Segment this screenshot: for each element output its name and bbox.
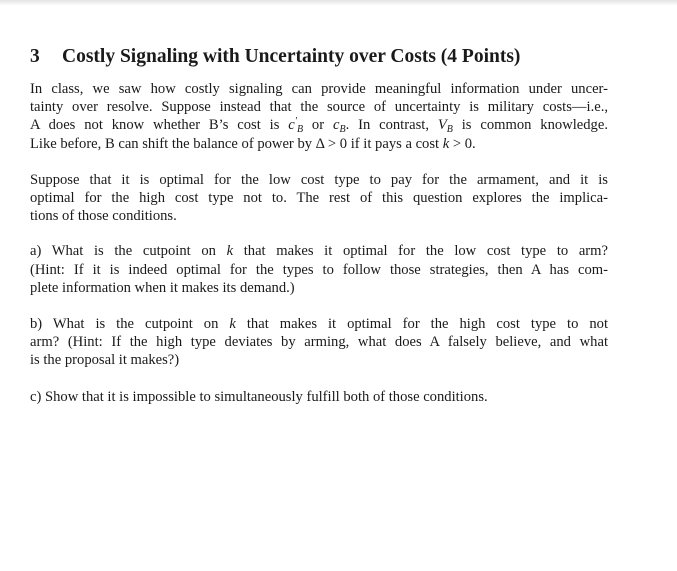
intro-line-2: tainty over resolve. Suppose instead that the source of uncertainty is military costs—i.e., <box>30 99 608 116</box>
math-subscript: B <box>446 124 453 136</box>
document-page <box>30 44 608 406</box>
question-text: a) What is the cutpoint on <box>30 243 227 260</box>
math-k: k <box>442 135 450 152</box>
intro-text: A does not know whether B’s cost is <box>30 117 289 134</box>
question-text: that makes it optimal for the low cost type to arm? <box>233 243 608 260</box>
math-c-prime <box>288 116 304 136</box>
question-a <box>30 242 608 297</box>
question-b-line-1 <box>30 315 608 333</box>
math-prime: ′ <box>294 116 297 128</box>
math-subscript: B <box>339 124 346 136</box>
section-number: 3 <box>30 46 40 67</box>
question-b <box>30 315 608 370</box>
question-b-line-2: arm? (Hint: If the high type deviates by arming, what does A falsely believe, and what <box>30 334 608 351</box>
intro-text: Like before, B can shift the balance of power by Δ > 0 if it pays a cost <box>30 135 443 152</box>
intro-text: . In contrast, <box>345 117 438 134</box>
question-text: b) What is the cutpoint on <box>30 316 230 333</box>
intro-line-3 <box>30 116 608 134</box>
question-b-line-3: is the proposal it makes?) <box>30 352 180 369</box>
math-k: k <box>229 316 236 333</box>
intro-paragraph <box>30 80 608 153</box>
top-shadow-bar <box>0 0 677 6</box>
intro-text: or <box>303 117 333 134</box>
setup-line-2: optimal for the high cost type not to. The rest of this question explores the implica- <box>30 190 608 207</box>
math-var: c <box>332 117 340 134</box>
intro-line-4 <box>30 135 608 153</box>
setup-line-1: Suppose that it is optimal for the low cost type to pay for the armament, and it is <box>30 171 608 188</box>
section-title: Costly Signaling with Uncertainty over Costs (4 Points) <box>62 46 521 67</box>
intro-line-1: In class, we saw how costly signaling can provide meaningful information under uncer- <box>30 81 608 97</box>
math-var: V <box>437 117 447 134</box>
question-a-line-2: (Hint: If it is indeed optimal for the types to follow those strategies, then A has com- <box>30 261 608 278</box>
question-text: that makes it optimal for the high cost type to not <box>235 316 608 333</box>
math-k: k <box>226 243 234 260</box>
setup-line-3: tions of those conditions. <box>30 208 177 225</box>
question-c-line-1: c) Show that it is impossible to simultaneously fulfill both of those conditions. <box>30 388 488 405</box>
question-a-line-1 <box>30 242 608 260</box>
math-subscript: B <box>296 124 304 136</box>
setup-paragraph <box>30 171 608 226</box>
intro-text: is common knowledge. <box>452 117 608 134</box>
section-heading <box>30 44 608 70</box>
math-v <box>437 117 453 136</box>
intro-text: > 0. <box>449 135 476 152</box>
question-c <box>30 388 608 406</box>
math-c <box>332 117 346 136</box>
question-a-line-3: plete information when it makes its demand.) <box>30 279 295 296</box>
math-var: c <box>288 117 295 134</box>
